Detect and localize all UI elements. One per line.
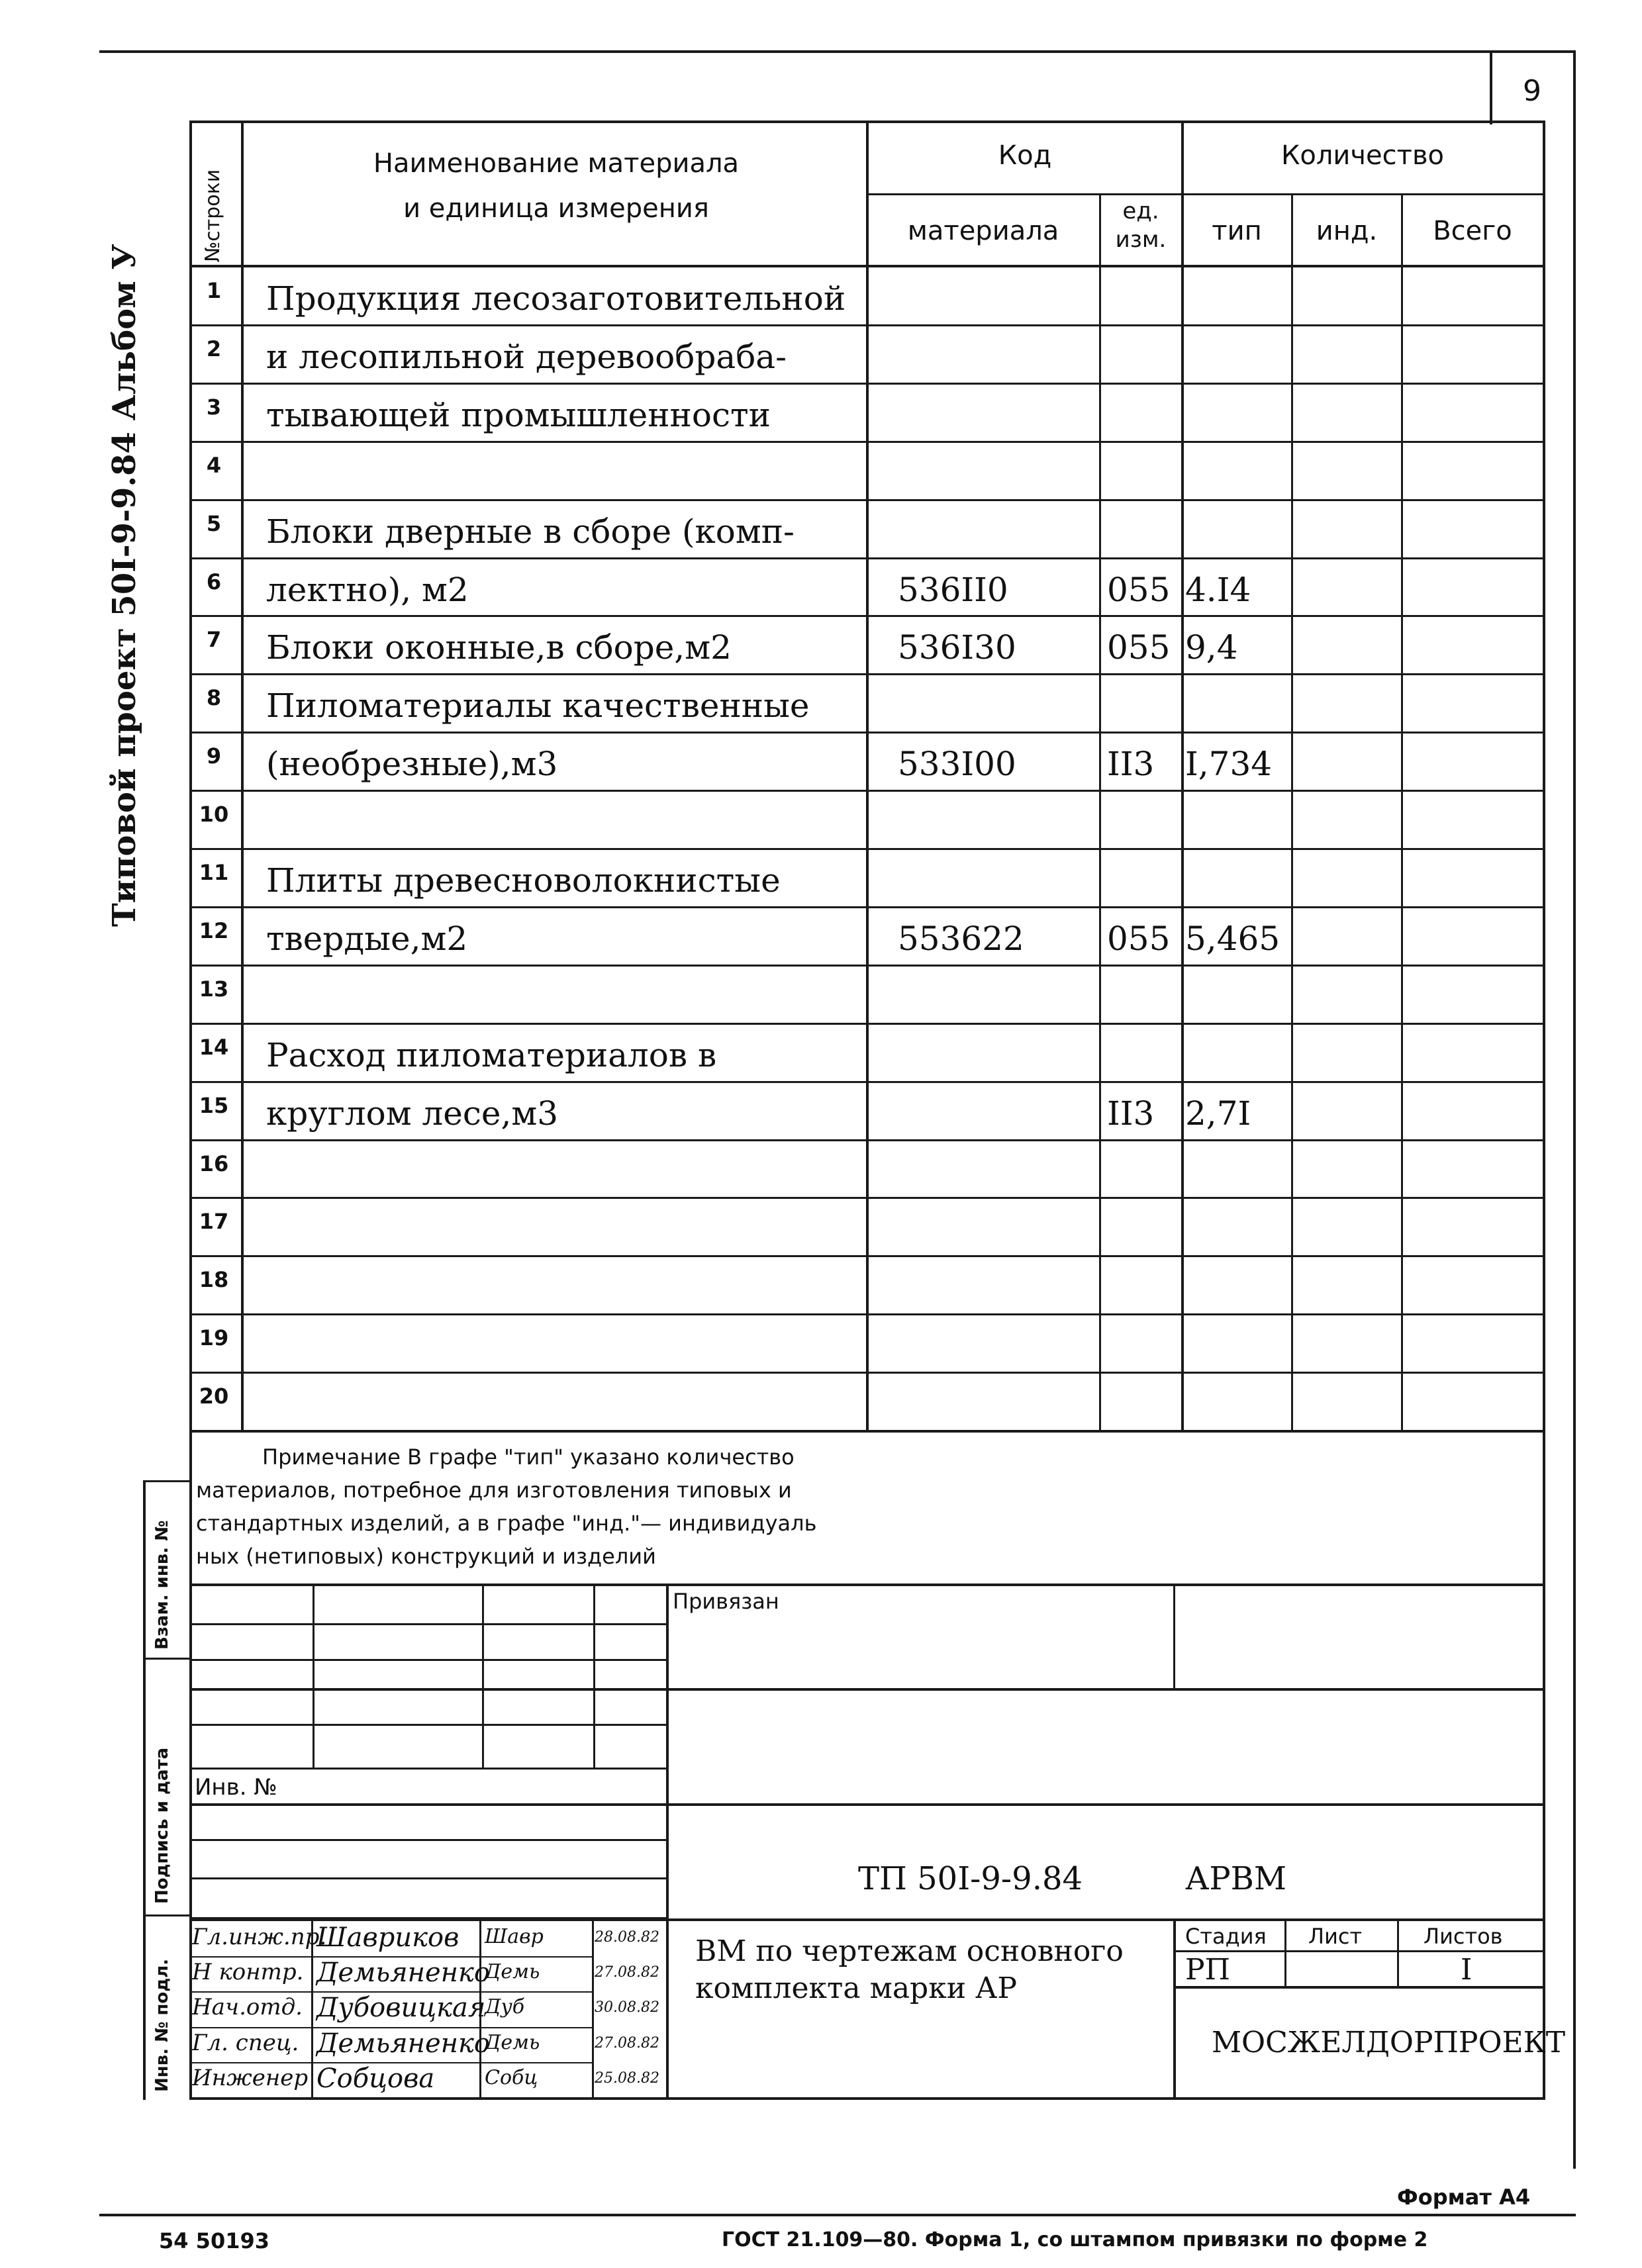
signer-date: 30.08.82 <box>595 1999 659 2016</box>
margin-col-left <box>143 1480 146 2100</box>
row-number: 4 <box>206 453 222 478</box>
stamp-top <box>189 1583 1545 1586</box>
row-number: 17 <box>199 1209 229 1234</box>
row-divider <box>189 848 1545 850</box>
table-bottom <box>189 2097 1545 2100</box>
signer-name: Демьяненко <box>316 2028 490 2059</box>
unit-code: 055 <box>1107 628 1171 667</box>
stage-label: Стадия <box>1185 1924 1267 1949</box>
stage-h2 <box>1176 1986 1543 1989</box>
stage-h1 <box>1176 1950 1543 1952</box>
sheets-label: Листов <box>1424 1924 1503 1949</box>
row-number: 13 <box>199 976 229 1002</box>
signer-role: Нач.отд. <box>192 1994 303 2020</box>
row-number: 18 <box>199 1267 229 1292</box>
sheet-title-line1: ВМ по чертежам основного <box>695 1934 1124 1968</box>
row-divider <box>189 1081 1545 1083</box>
signer-role: Н контр. <box>192 1959 304 1985</box>
stamp-v3 <box>593 1583 595 1769</box>
signer-name: Дубовицкая <box>316 1993 486 2023</box>
qty-type: 4.I4 <box>1185 571 1251 609</box>
row-divider <box>189 1255 1545 1257</box>
sign-v4 <box>1173 1918 1176 2097</box>
sheet-title <box>695 1933 1124 2007</box>
material-name: твердые,м2 <box>266 920 468 958</box>
row-divider <box>189 673 1545 675</box>
margin-h3 <box>143 1914 191 1916</box>
header-qty-ind: инд. <box>1316 216 1378 246</box>
header-code-unit: ед. изм. <box>1115 198 1167 253</box>
material-name: Пиломатериалы качественные <box>266 686 810 725</box>
margin-label-3: Инв. № подл. <box>152 1958 172 2092</box>
signer-date: 25.08.82 <box>595 2070 659 2087</box>
margin-h1 <box>143 1480 191 1482</box>
col-line-type <box>1181 120 1184 1430</box>
doc-code: ТП 50I-9-9.84 <box>858 1860 1083 1897</box>
signer-role: Гл.инж.пр. <box>192 1924 327 1950</box>
row-number: 6 <box>206 569 222 594</box>
sheets-value: I <box>1461 1953 1473 1987</box>
page-number: 9 <box>1523 74 1541 108</box>
gost-label: ГОСТ 21.109—80. Форма 1, со штампом привязки по форме 2 <box>722 2228 1428 2251</box>
signer-date: 27.08.82 <box>595 1964 659 1981</box>
signer-role: Гл. спец. <box>192 2030 299 2056</box>
privyazan-label: Привязан <box>673 1589 779 1614</box>
material-name: Расход пиломатериалов в <box>266 1036 717 1074</box>
qty-type: 5,465 <box>1185 920 1280 958</box>
material-name: Блоки оконные,в сборе,м2 <box>266 628 732 667</box>
material-code: 536I30 <box>898 628 1016 667</box>
row-number: 16 <box>199 1151 229 1176</box>
stamp-h7 <box>189 1839 666 1841</box>
top-rule <box>99 50 1576 53</box>
row-number: 1 <box>206 278 222 303</box>
signer-sign: Шавр <box>485 1925 544 1948</box>
row-divider <box>189 383 1545 385</box>
col-line-total <box>1401 193 1403 1430</box>
note-line2: материалов, потребное для изготовления типовых и <box>196 1478 792 1503</box>
stamp-h8 <box>189 1877 666 1879</box>
row-number: 5 <box>206 511 222 536</box>
note-top <box>189 1430 1545 1433</box>
bottom-rule <box>99 2214 1576 2216</box>
stamp-h1 <box>189 1623 666 1625</box>
header-name-line2: и единица измерения <box>403 193 709 224</box>
margin-h2 <box>143 1658 191 1660</box>
row-divider <box>189 965 1545 967</box>
unit-code: 055 <box>1107 920 1171 958</box>
row-divider <box>189 1139 1545 1141</box>
row-number: 15 <box>199 1093 229 1118</box>
stamp-v5 <box>1173 1583 1175 1688</box>
signer-sign: Демь <box>485 2031 540 2054</box>
signer-name: Шавриков <box>316 1922 459 1953</box>
material-name: и лесопильной деревообраба- <box>266 338 787 376</box>
stage-value: РП <box>1185 1953 1230 1987</box>
header-name <box>252 147 861 225</box>
header-qty-group: Количество <box>1280 140 1444 171</box>
row-divider <box>189 441 1545 443</box>
material-name: круглом лесе,м3 <box>266 1094 559 1133</box>
unit-code: 055 <box>1107 571 1171 609</box>
stamp-h5 <box>189 1768 666 1770</box>
stamp-v1 <box>313 1583 314 1769</box>
row-divider <box>189 790 1545 792</box>
stage-v1 <box>1284 1918 1286 1987</box>
format-label: Формат А4 <box>1397 2185 1531 2210</box>
row-number: 7 <box>206 627 222 652</box>
signer-date: 27.08.82 <box>595 2035 659 2052</box>
header-qty-type: тип <box>1212 216 1262 246</box>
signer-sign: Собц <box>485 2066 538 2089</box>
header-mid <box>867 193 1545 195</box>
margin-label-2: Подпись и дата <box>152 1747 172 1904</box>
row-divider <box>189 499 1545 501</box>
note <box>196 1441 816 1573</box>
unit-code: II3 <box>1107 745 1155 783</box>
signer-role: Инженер <box>192 2065 309 2091</box>
organization: МОСЖЕЛДОРПРОЕКТ <box>1212 2026 1566 2059</box>
row-divider <box>189 1023 1545 1025</box>
signer-sign: Демь <box>485 1960 540 1983</box>
stamp-h3 <box>189 1688 1545 1691</box>
row-divider <box>189 324 1545 326</box>
row-number: 8 <box>206 685 222 710</box>
row-divider <box>189 906 1545 908</box>
col-line-code <box>866 120 869 1430</box>
material-name: тывающей промышленности <box>266 396 771 434</box>
left-code: 54 50193 <box>159 2228 269 2253</box>
material-name: Плиты древесноволокнистые <box>266 861 781 900</box>
note-line1: Примечание В графе "тип" указано количество <box>262 1444 795 1470</box>
header-qty-total: Всего <box>1433 216 1512 246</box>
qty-type: I,734 <box>1185 745 1273 783</box>
header-code-group: Код <box>998 140 1052 171</box>
margin-label-1: Взам. инв. № <box>152 1520 172 1650</box>
header-name-line1: Наименование материала <box>373 148 740 179</box>
signer-name: Собцова <box>316 2063 435 2094</box>
signer-date: 28.08.82 <box>595 1929 659 1946</box>
note-line3: стандартных изделий, а в графе "инд."— индивидуаль <box>196 1511 817 1536</box>
row-divider <box>189 1197 1545 1199</box>
sheet-title-line2: комплекта марки АР <box>695 1971 1017 2005</box>
inv-no-label: Инв. № <box>195 1774 277 1801</box>
row-number: 20 <box>199 1384 229 1409</box>
stamp-h6 <box>189 1803 1545 1806</box>
page-box-right <box>1573 50 1576 2169</box>
material-name: (необрезные),м3 <box>266 745 558 783</box>
row-number: 14 <box>199 1035 229 1060</box>
note-line4: ных (нетиповых) конструкций и изделий <box>196 1544 656 1569</box>
row-number: 11 <box>199 860 229 885</box>
row-number: 12 <box>199 918 229 943</box>
material-name: Блоки дверные в сборе (комп- <box>266 512 795 551</box>
row-divider <box>189 1313 1545 1315</box>
header-code-material: материала <box>907 216 1059 246</box>
col-line-ind <box>1291 193 1293 1430</box>
signer-name: Демьяненко <box>316 1958 490 1988</box>
row-number: 10 <box>199 802 229 827</box>
qty-type: 9,4 <box>1185 628 1238 667</box>
material-name: Продукция лесозаготовительной <box>266 279 846 318</box>
row-divider <box>189 615 1545 617</box>
material-name: лектно), м2 <box>266 571 469 609</box>
row-divider <box>189 1372 1545 1374</box>
material-code: 536II0 <box>898 571 1008 609</box>
header-row-no: №строки <box>201 169 224 262</box>
sign-v3 <box>592 1918 594 2097</box>
row-divider <box>189 557 1545 559</box>
row-number: 19 <box>199 1325 229 1350</box>
unit-code: II3 <box>1107 1094 1155 1133</box>
page-box-left <box>1490 50 1492 124</box>
doc-mark: АРВМ <box>1185 1860 1287 1897</box>
col-line-num <box>241 120 244 1430</box>
side-label: Типовой проект 50I-9-9.84 Альбом У <box>106 244 143 927</box>
row-number: 9 <box>206 743 222 769</box>
sheet-label: Лист <box>1308 1924 1363 1949</box>
stamp-h4 <box>189 1724 666 1726</box>
stamp-v2 <box>482 1583 484 1769</box>
row-number: 3 <box>206 395 222 420</box>
row-divider <box>189 732 1545 733</box>
sign-top <box>189 1918 1545 1921</box>
signer-sign: Дуб <box>485 1995 525 2018</box>
stamp-v4 <box>666 1583 669 2097</box>
material-code: 533I00 <box>898 745 1016 783</box>
row-number: 2 <box>206 336 222 361</box>
col-line-unit <box>1099 193 1101 1430</box>
stage-v2 <box>1397 1918 1399 1987</box>
qty-type: 2,7I <box>1185 1094 1251 1133</box>
material-code: 553622 <box>898 920 1024 958</box>
stamp-h2 <box>189 1659 666 1661</box>
